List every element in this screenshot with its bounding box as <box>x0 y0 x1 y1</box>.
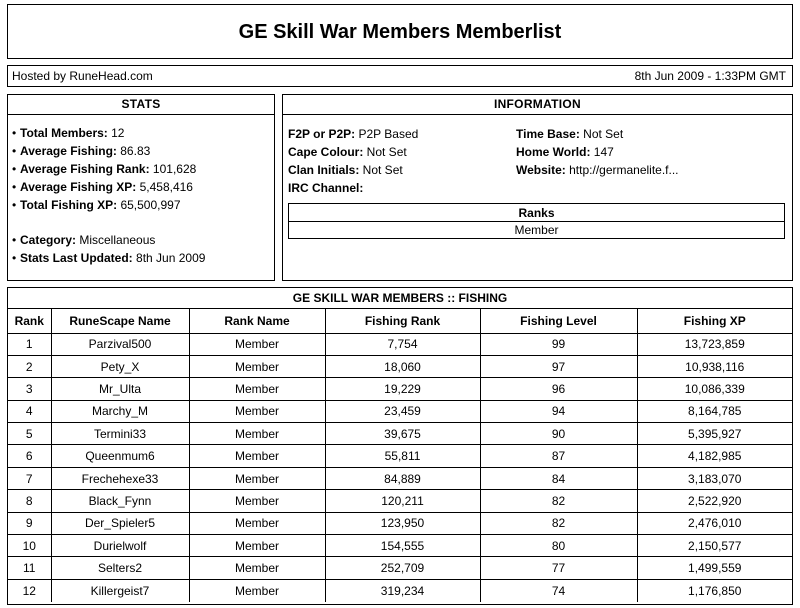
bullet-icon: • <box>12 144 17 158</box>
table-row <box>8 355 792 377</box>
table-cell: Marchy_M <box>51 400 189 422</box>
table-cell: 3,183,070 <box>637 467 792 489</box>
table-cell: 8 <box>8 490 51 512</box>
table-cell: Member <box>189 423 325 445</box>
table-cell: Member <box>189 467 325 489</box>
stats-heading: STATS <box>8 95 274 115</box>
info-line-label: Cape Colour: <box>288 145 364 159</box>
stat-line-label: Average Fishing XP: <box>20 180 137 194</box>
table-cell: 10,938,116 <box>637 355 792 377</box>
table-cell: 13,723,859 <box>684 337 745 352</box>
table-cell: 99 <box>480 333 637 355</box>
table-cell: Member <box>189 512 325 534</box>
stat-line-value: 8th Jun 2009 <box>132 251 206 265</box>
table-cell: 2,522,920 <box>637 490 792 512</box>
info-line <box>516 143 786 161</box>
bullet-icon: • <box>12 180 17 194</box>
table-cell: 4,182,985 <box>637 445 792 467</box>
timestamp-text: 8th Jun 2009 - 1:33PM GMT <box>634 69 786 83</box>
column-header: Fishing XP <box>637 309 792 333</box>
info-line-value: 147 <box>590 145 614 159</box>
stat-line-label: Total Members: <box>20 126 108 140</box>
table-cell: Selters2 <box>51 557 189 579</box>
table-cell: 319,234 <box>325 579 480 601</box>
members-caption: GE SKILL WAR MEMBERS :: FISHING <box>8 288 792 309</box>
stat-line-label: Stats Last Updated: <box>20 251 133 265</box>
table-cell: 8,164,785 <box>637 400 792 422</box>
info-line-value: Not Set <box>359 163 403 177</box>
table-cell: 39,675 <box>325 423 480 445</box>
stat-line <box>12 231 274 249</box>
stat-line <box>12 196 274 214</box>
table-cell: 55,811 <box>325 445 480 467</box>
table-row <box>8 400 792 422</box>
table-cell: Member <box>189 557 325 579</box>
table-cell: 87 <box>480 445 637 467</box>
table-cell: 19,229 <box>325 378 480 400</box>
stat-line-label: Average Fishing Rank: <box>20 162 150 176</box>
table-row <box>8 490 792 512</box>
table-cell: 94 <box>480 400 637 422</box>
table-row <box>8 467 792 489</box>
stat-line-label: Total Fishing XP: <box>20 198 118 212</box>
info-line-label: Website: <box>516 163 566 177</box>
stat-line-value: 12 <box>107 126 125 140</box>
table-cell: Member <box>189 400 325 422</box>
hosted-by-text: Hosted by RuneHead.com <box>12 69 153 83</box>
table-cell: 1 <box>8 333 51 355</box>
table-cell: 4 <box>8 400 51 422</box>
table-cell: 80 <box>480 535 637 557</box>
table-cell: Member <box>189 490 325 512</box>
info-line-value: http://germanelite.f... <box>565 163 679 177</box>
members-panel <box>7 287 793 605</box>
stat-line <box>12 249 274 267</box>
stat-line-label: Category: <box>20 233 77 247</box>
stat-line <box>12 142 274 160</box>
info-line-label: F2P or P2P: <box>288 127 356 141</box>
table-cell: Member <box>189 378 325 400</box>
table-row <box>8 378 792 400</box>
stat-line-value: Miscellaneous <box>76 233 156 247</box>
stat-line <box>12 178 274 196</box>
info-line-value: Not Set <box>579 127 624 141</box>
table-cell: 2 <box>8 355 51 377</box>
table-cell: Frechehexe33 <box>51 467 189 489</box>
table-cell: 90 <box>480 423 637 445</box>
column-header: Rank Name <box>189 309 325 333</box>
rank-name-cell: Member <box>514 223 559 237</box>
table-cell: 23,459 <box>325 400 480 422</box>
table-cell: 74 <box>480 579 637 601</box>
information-left-column <box>288 125 513 197</box>
table-cell: Termini33 <box>51 423 189 445</box>
table-row <box>8 579 792 601</box>
info-line-label: Home World: <box>516 145 591 159</box>
stat-line <box>12 160 274 178</box>
bullet-icon: • <box>12 126 17 140</box>
table-cell: 5 <box>8 423 51 445</box>
table-cell: Mr_Ulta <box>51 378 189 400</box>
title-panel <box>7 4 793 59</box>
stats-panel <box>7 94 275 281</box>
column-header: Fishing Level <box>480 309 637 333</box>
table-cell: Member <box>189 579 325 601</box>
table-cell: 9 <box>8 512 51 534</box>
stat-line-label: Average Fishing: <box>20 144 117 158</box>
table-cell: 5,395,927 <box>637 423 792 445</box>
table-cell: 12 <box>8 579 51 601</box>
info-line <box>516 161 786 179</box>
bullet-icon: • <box>12 162 17 176</box>
stats-spacer <box>12 214 274 231</box>
table-row <box>8 333 792 355</box>
ranks-row <box>289 222 785 239</box>
bullet-icon: • <box>12 198 17 212</box>
table-row <box>8 557 792 579</box>
column-header: Fishing Rank <box>325 309 480 333</box>
table-cell: 18,060 <box>325 355 480 377</box>
table-cell: 82 <box>480 490 637 512</box>
column-header: Rank <box>8 309 51 333</box>
table-cell: Member <box>189 355 325 377</box>
table-cell: 7 <box>8 467 51 489</box>
stat-line-value: 65,500,997 <box>117 198 181 212</box>
information-panel <box>282 94 793 281</box>
stat-line-value: 86.83 <box>116 144 151 158</box>
table-row <box>8 512 792 534</box>
bullet-icon: • <box>12 251 17 265</box>
table-cell: 1,499,559 <box>637 557 792 579</box>
table-cell: Member <box>189 445 325 467</box>
info-line-value: Not Set <box>363 145 407 159</box>
table-cell: Member <box>189 333 325 355</box>
table-row <box>8 445 792 467</box>
ranks-header: Ranks <box>289 204 785 222</box>
table-cell: Queenmum6 <box>51 445 189 467</box>
info-line-value: P2P Based <box>355 127 419 141</box>
table-cell: 10 <box>8 535 51 557</box>
table-row <box>8 423 792 445</box>
information-right-column <box>516 125 786 179</box>
table-cell: Member <box>189 535 325 557</box>
table-cell: 82 <box>480 512 637 534</box>
table-cell: Killergeist7 <box>51 579 189 601</box>
stat-line-value: 5,458,416 <box>136 180 193 194</box>
table-cell: 96 <box>480 378 637 400</box>
stat-line-value: 101,628 <box>149 162 197 176</box>
table-cell: 154,555 <box>325 535 480 557</box>
table-cell: 10,086,339 <box>637 378 792 400</box>
table-cell: 3 <box>8 378 51 400</box>
info-line <box>288 143 513 161</box>
table-cell: Der_Spieler5 <box>51 512 189 534</box>
table-cell: Pety_X <box>51 355 189 377</box>
table-cell: Black_Fynn <box>51 490 189 512</box>
table-cell: Durielwolf <box>51 535 189 557</box>
ranks-table <box>288 203 785 239</box>
info-line-label: Time Base: <box>516 127 580 141</box>
table-cell: 11 <box>8 557 51 579</box>
table-cell: 97 <box>480 355 637 377</box>
info-line <box>288 161 513 179</box>
table-cell: 77 <box>480 557 637 579</box>
info-line-label: IRC Channel: <box>288 181 364 195</box>
table-cell: 1,176,850 <box>637 579 792 601</box>
table-cell: 123,950 <box>325 512 480 534</box>
bullet-icon: • <box>12 233 17 247</box>
info-line-label: Clan Initials: <box>288 163 360 177</box>
info-line <box>516 125 786 143</box>
table-cell: 84 <box>480 467 637 489</box>
info-line <box>288 179 513 197</box>
table-cell: 2,150,577 <box>637 535 792 557</box>
host-bar <box>7 65 793 87</box>
table-cell: 84,889 <box>325 467 480 489</box>
stat-line <box>12 124 274 142</box>
table-cell: Parzival500 <box>51 333 189 355</box>
table-row <box>8 535 792 557</box>
info-line <box>288 125 513 143</box>
stats-list <box>8 115 274 267</box>
table-cell: 120,211 <box>325 490 480 512</box>
table-cell: 7,754 <box>325 333 480 355</box>
page-title: GE Skill War Members Memberlist <box>238 21 562 43</box>
table-cell: 252,709 <box>325 557 480 579</box>
table-cell: 6 <box>8 445 51 467</box>
information-heading: INFORMATION <box>283 95 792 115</box>
column-header: RuneScape Name <box>51 309 189 333</box>
members-table <box>8 309 792 602</box>
table-cell: 2,476,010 <box>637 512 792 534</box>
